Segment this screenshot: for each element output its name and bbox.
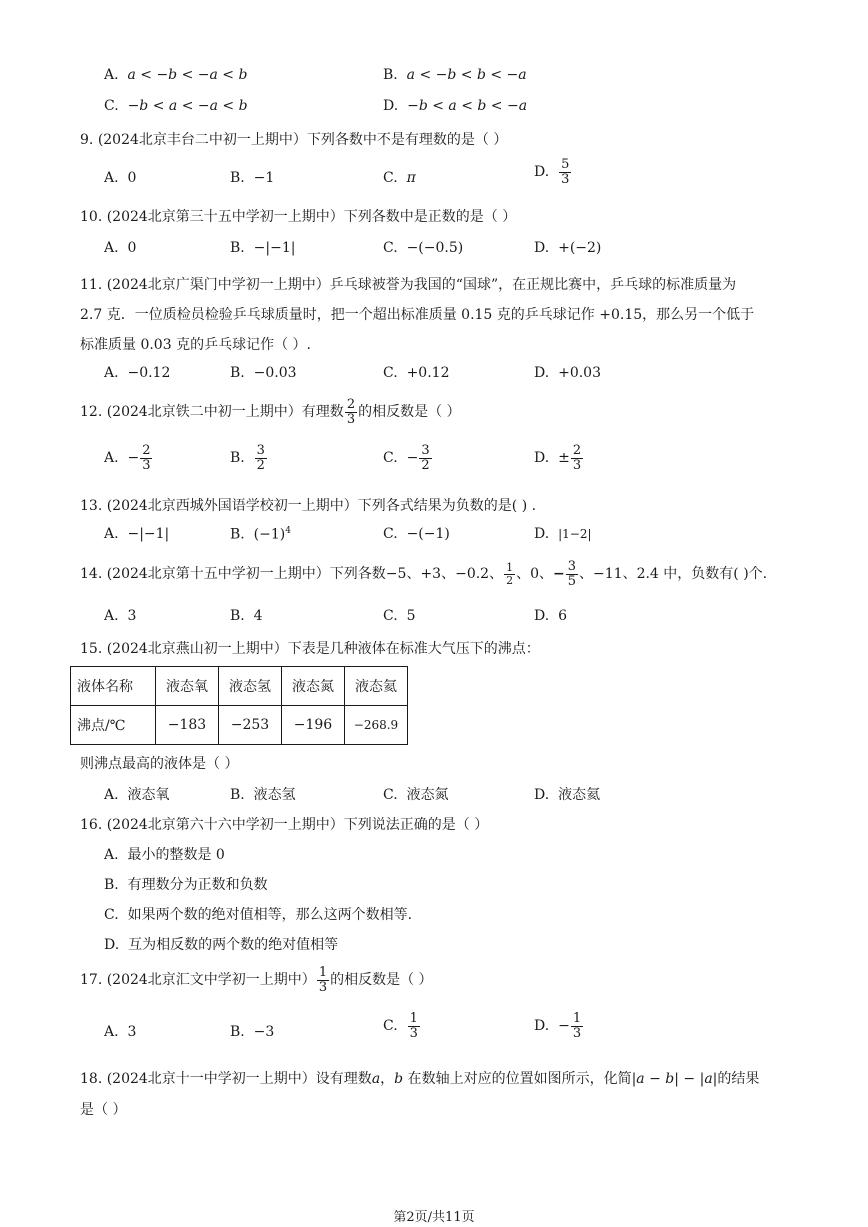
fraction: $\frac{2}{3}$ [572,443,582,473]
q17-option-d: D. − $\frac{1}{3}$ [534,1011,582,1041]
q16-option-c: C. 如果两个数的绝对值相等，那么这两个数相等. [104,907,413,923]
question-13 [80,495,536,515]
q8-option-c-text: −b < a < −a < b [127,98,248,114]
question-text: (2024北京汇文中学初一上期中） [106,972,316,989]
q11-option-d: D. +0.03 [534,365,601,381]
q16-option-a: A. 最小的整数是 0 [104,847,225,863]
question-16 [80,814,488,834]
q11-option-c: C. +0.12 [383,365,450,381]
question-18-line2: 是（ ） [80,1102,127,1118]
question-number: 17. [80,972,103,989]
table-cell: 液态氮 [282,667,345,706]
fraction: $\frac{3}{2}$ [256,443,265,473]
question-number: 10. [80,209,103,225]
question-text: (2024北京燕山初一上期中）下表是几种液体在标准大气压下的沸点： [106,641,540,657]
question-number: 14. [80,566,103,583]
q12-option-d: D. ± $\frac{2}{3}$ [534,443,582,473]
q16-option-d: D. 互为相反数的两个数的绝对值相等 [104,937,339,953]
q13-option-b: B. $(-1)^4$ [230,526,291,543]
question-11-line2: 2.7 克．一位质检员检验乒乓球质量时，把一个超出标准质量 0.15 克的乒乓球记作 +0.15，那么另一个低于 [80,307,755,323]
question-number: 16. [80,817,103,833]
q8-option-c: C. −b < a < −a < b [104,98,248,114]
q9-option-b: B. −1 [230,170,275,186]
table-cell: −253 [219,706,282,745]
q14-option-b: B. 4 [230,608,263,624]
fraction: $\frac{3}{5}$ [567,559,577,589]
fraction: $\frac{2}{3}$ [142,443,151,473]
question-11-line3: 标准质量 0.03 克的乒乓球记作（ ）. [80,337,311,353]
question-15 [80,638,540,658]
fraction: $\frac{1}{3}$ [409,1011,418,1041]
fraction: $\frac{5}{3}$ [561,157,570,187]
page-footer: 第2页/共11页 [393,1210,475,1225]
question-15-prompt: 则沸点最高的液体是（ ） [80,756,239,772]
question-17: 17. (2024北京汇文中学初一上期中） $\frac{1}{3}$ 的相反数是（ ） [80,965,433,995]
q13-option-d: D. |1−2| [534,526,592,542]
q10-option-b: B. −|−1| [230,240,296,256]
question-number: 18. [80,1071,103,1087]
q14-option-c: C. 5 [383,608,416,624]
q13-option-c: C. −(−1) [383,526,450,542]
table-row [71,706,408,745]
table-cell: 沸点/℃ [71,706,156,745]
q14-option-d: D. 6 [534,608,568,624]
question-text: (2024北京西城外国语学校初一上期中）下列各式结果为负数的是( ) . [106,498,537,514]
q14-option-a: A. 3 [104,608,137,624]
q15-option-b: B. 液态氢 [230,787,296,803]
q15-option-c: C. 液态氮 [383,787,449,803]
q9-option-d: D. $\frac{5}{3}$ [534,157,570,187]
q10-option-d: D. +(−2) [534,240,602,256]
question-text: (2024北京十一中学初一上期中）设有理数 [106,1071,372,1087]
q13-option-a: A. −|−1| [104,526,170,542]
fraction: $\frac{1}{3}$ [318,965,328,995]
q8-option-b: B. a < −b < b < −a [383,67,527,83]
boiling-point-table [70,666,408,745]
table-cell: −196 [282,706,345,745]
question-number: 9. [80,132,94,148]
table-cell: 液态氢 [219,667,282,706]
question-text: (2024北京第三十五中学初一上期中）下列各数中是正数的是（ ） [106,209,517,225]
question-9 [80,129,507,149]
q15-option-a: A. 液态氧 [104,787,170,803]
question-text: (2024北京第十五中学初一上期中）下列各数−5、+3、−0.2、 [106,566,504,583]
q8-option-a-text: a < −b < −a < b [127,67,248,83]
q9-option-c: C. π [383,170,416,186]
q8-option-b-text: a < −b < b < −a [406,67,527,83]
question-text: (2024北京丰台二中初一上期中）下列各数中不是有理数的是（ ） [97,132,508,148]
table-cell: 液体名称 [71,667,156,706]
question-12: 12. (2024北京铁二中初一上期中）有理数 $\frac{2}{3}$ 的相反数是（ ） [80,397,461,427]
q8-option-d-text: −b < a < b < −a [407,98,528,114]
question-number: 13. [80,498,103,514]
fraction: $\frac{1}{2}$ [506,561,514,587]
question-14: 14. (2024北京第十五中学初一上期中）下列各数−5、+3、−0.2、 $\frac{1}{2}$ 、0、− $\frac{3}{5}$ 、−11、2.4 中，负数有( )个. [80,559,768,589]
q17-option-a: A. 3 [104,1024,137,1040]
question-number: 15. [80,641,103,657]
question-18: 18. (2024北京十一中学初一上期中）设有理数a，b 在数轴上对应的位置如图所示，化简|a − b| − |a|的结果 [80,1071,760,1087]
table-cell: 液态氧 [156,667,219,706]
fraction: $\frac{2}{3}$ [346,397,356,427]
table-cell: −183 [156,706,219,745]
q8-option-a: A. a < −b < −a < b [104,67,248,83]
q10-option-a: A. 0 [104,240,137,256]
fraction: $\frac{3}{2}$ [421,443,430,473]
question-text: (2024北京第六十六中学初一上期中）下列说法正确的是（ ） [106,817,489,833]
q8-option-d: D. −b < a < b < −a [383,98,528,114]
question-10 [80,206,516,226]
q16-option-b: B. 有理数分为正数和负数 [104,877,268,893]
question-text-line1: (2024北京广渠门中学初一上期中）乒乓球被誉为我国的“国球”，在正规比赛中，乒乓球的标准质量为 [106,277,737,293]
q15-option-d: D. 液态氦 [534,787,601,803]
question-11 [80,274,736,294]
q10-option-c: C. −(−0.5) [383,240,464,256]
q12-option-b: B. $\frac{3}{2}$ [230,443,265,473]
q12-option-c: C. − $\frac{3}{2}$ [383,443,430,473]
table-cell: −268.9 [345,706,408,745]
table-header-row [71,667,408,706]
abs-expression: |a − b| − |a| [631,1071,718,1087]
question-number: 11. [80,277,103,293]
q11-option-b: B. −0.03 [230,365,297,381]
question-number: 12. [80,404,103,421]
table-cell: 液态氦 [345,667,408,706]
q9-option-a: A. 0 [104,170,137,186]
q17-option-b: B. −3 [230,1024,275,1040]
question-text: (2024北京铁二中初一上期中）有理数 [106,404,344,421]
q11-option-a: A. −0.12 [104,365,171,381]
q12-option-a: A. − $\frac{2}{3}$ [104,443,151,473]
fraction: $\frac{1}{3}$ [572,1011,582,1041]
q17-option-c: C. $\frac{1}{3}$ [383,1011,418,1041]
